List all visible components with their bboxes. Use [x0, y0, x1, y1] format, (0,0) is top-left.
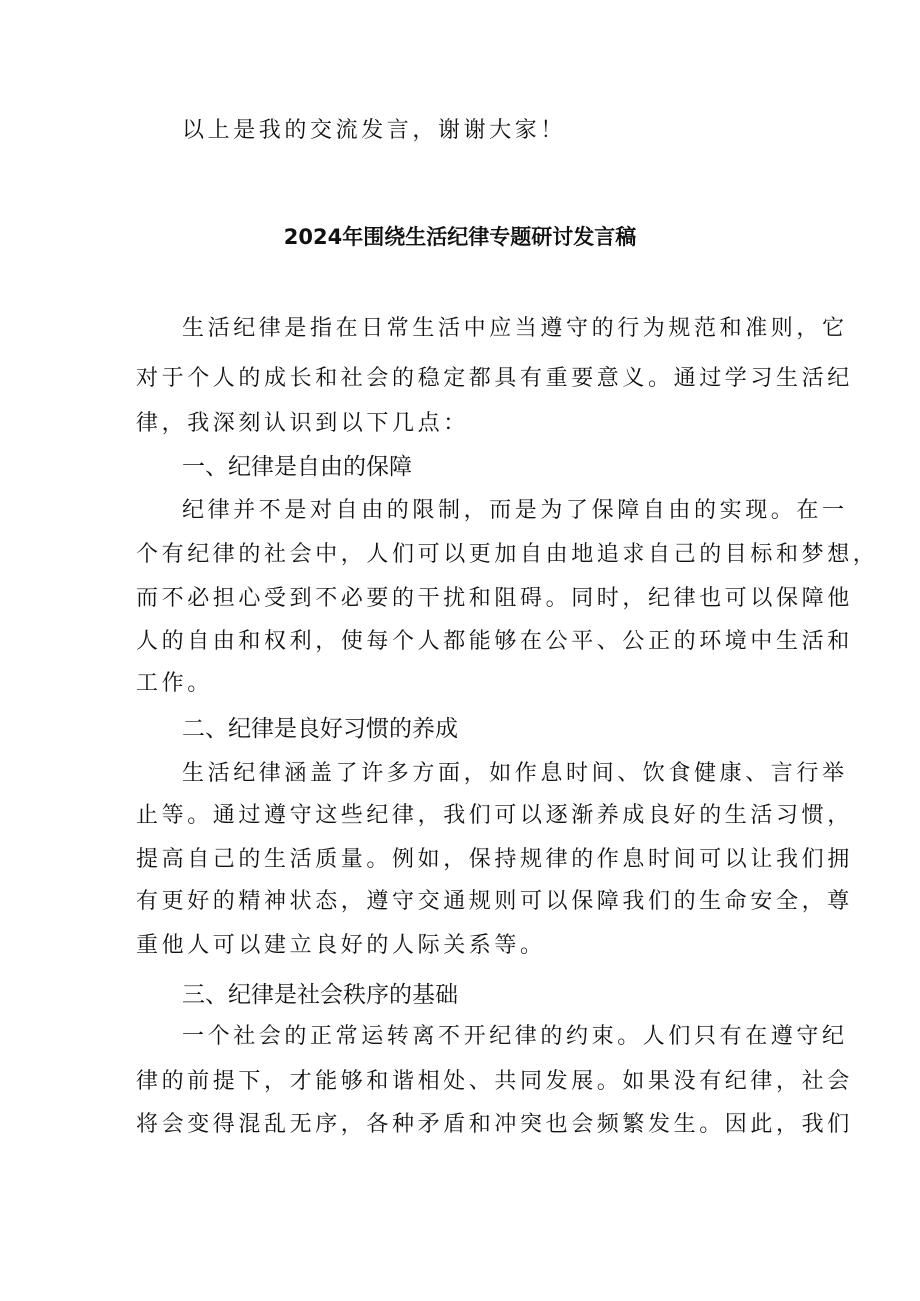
- paragraph-line: 提高自己的生活质量。例如，保持规律的作息时间可以让我们拥: [136, 847, 853, 872]
- paragraph-line: 生活纪律是指在日常生活中应当遵守的行为规范和准则，它: [182, 316, 848, 341]
- paragraph-line: 个有纪律的社会中，人们可以更加自由地追求自己的目标和梦想，: [136, 542, 879, 567]
- paragraph-line: 有更好的精神状态，遵守交通规则可以保障我们的生命安全，尊: [136, 889, 853, 914]
- paragraph-line: 止等。通过遵守这些纪律，我们可以逐渐养成良好的生活习惯，: [136, 803, 853, 828]
- paragraph-line: 一个社会的正常运转离不开纪律的约束。人们只有在遵守纪: [182, 1024, 848, 1049]
- paragraph-line: 律，我深刻认识到以下几点：: [136, 411, 469, 436]
- document-title: 2024年围绕生活纪律专题研讨发言稿: [283, 225, 637, 249]
- paragraph-line: 生活纪律涵盖了许多方面，如作息时间、饮食健康、言行举: [182, 761, 848, 786]
- paragraph-line: 纪律并不是对自由的限制，而是为了保障自由的实现。在一: [182, 498, 848, 523]
- closing-line: 以上是我的交流发言，谢谢大家！: [182, 118, 567, 143]
- paragraph-line: 将会变得混乱无序，各种矛盾和冲突也会频繁发生。因此，我们: [136, 1112, 853, 1137]
- section-heading: 二、纪律是良好习惯的养成: [182, 716, 458, 742]
- section-heading: 三、纪律是社会秩序的基础: [182, 982, 458, 1008]
- paragraph-line: 律的前提下，才能够和谐相处、共同发展。如果没有纪律，社会: [136, 1069, 853, 1094]
- paragraph-line: 人的自由和权利，使每个人都能够在公平、公正的环境中生活和: [136, 629, 853, 654]
- paragraph-line: 而不必担心受到不必要的干扰和阻碍。同时，纪律也可以保障他: [136, 586, 853, 611]
- section-heading: 一、纪律是自由的保障: [182, 454, 412, 480]
- paragraph-line: 工作。: [136, 671, 213, 696]
- paragraph-line: 对于个人的成长和社会的稳定都具有重要意义。通过学习生活纪: [136, 366, 853, 391]
- paragraph-line: 重他人可以建立良好的人际关系等。: [136, 933, 546, 958]
